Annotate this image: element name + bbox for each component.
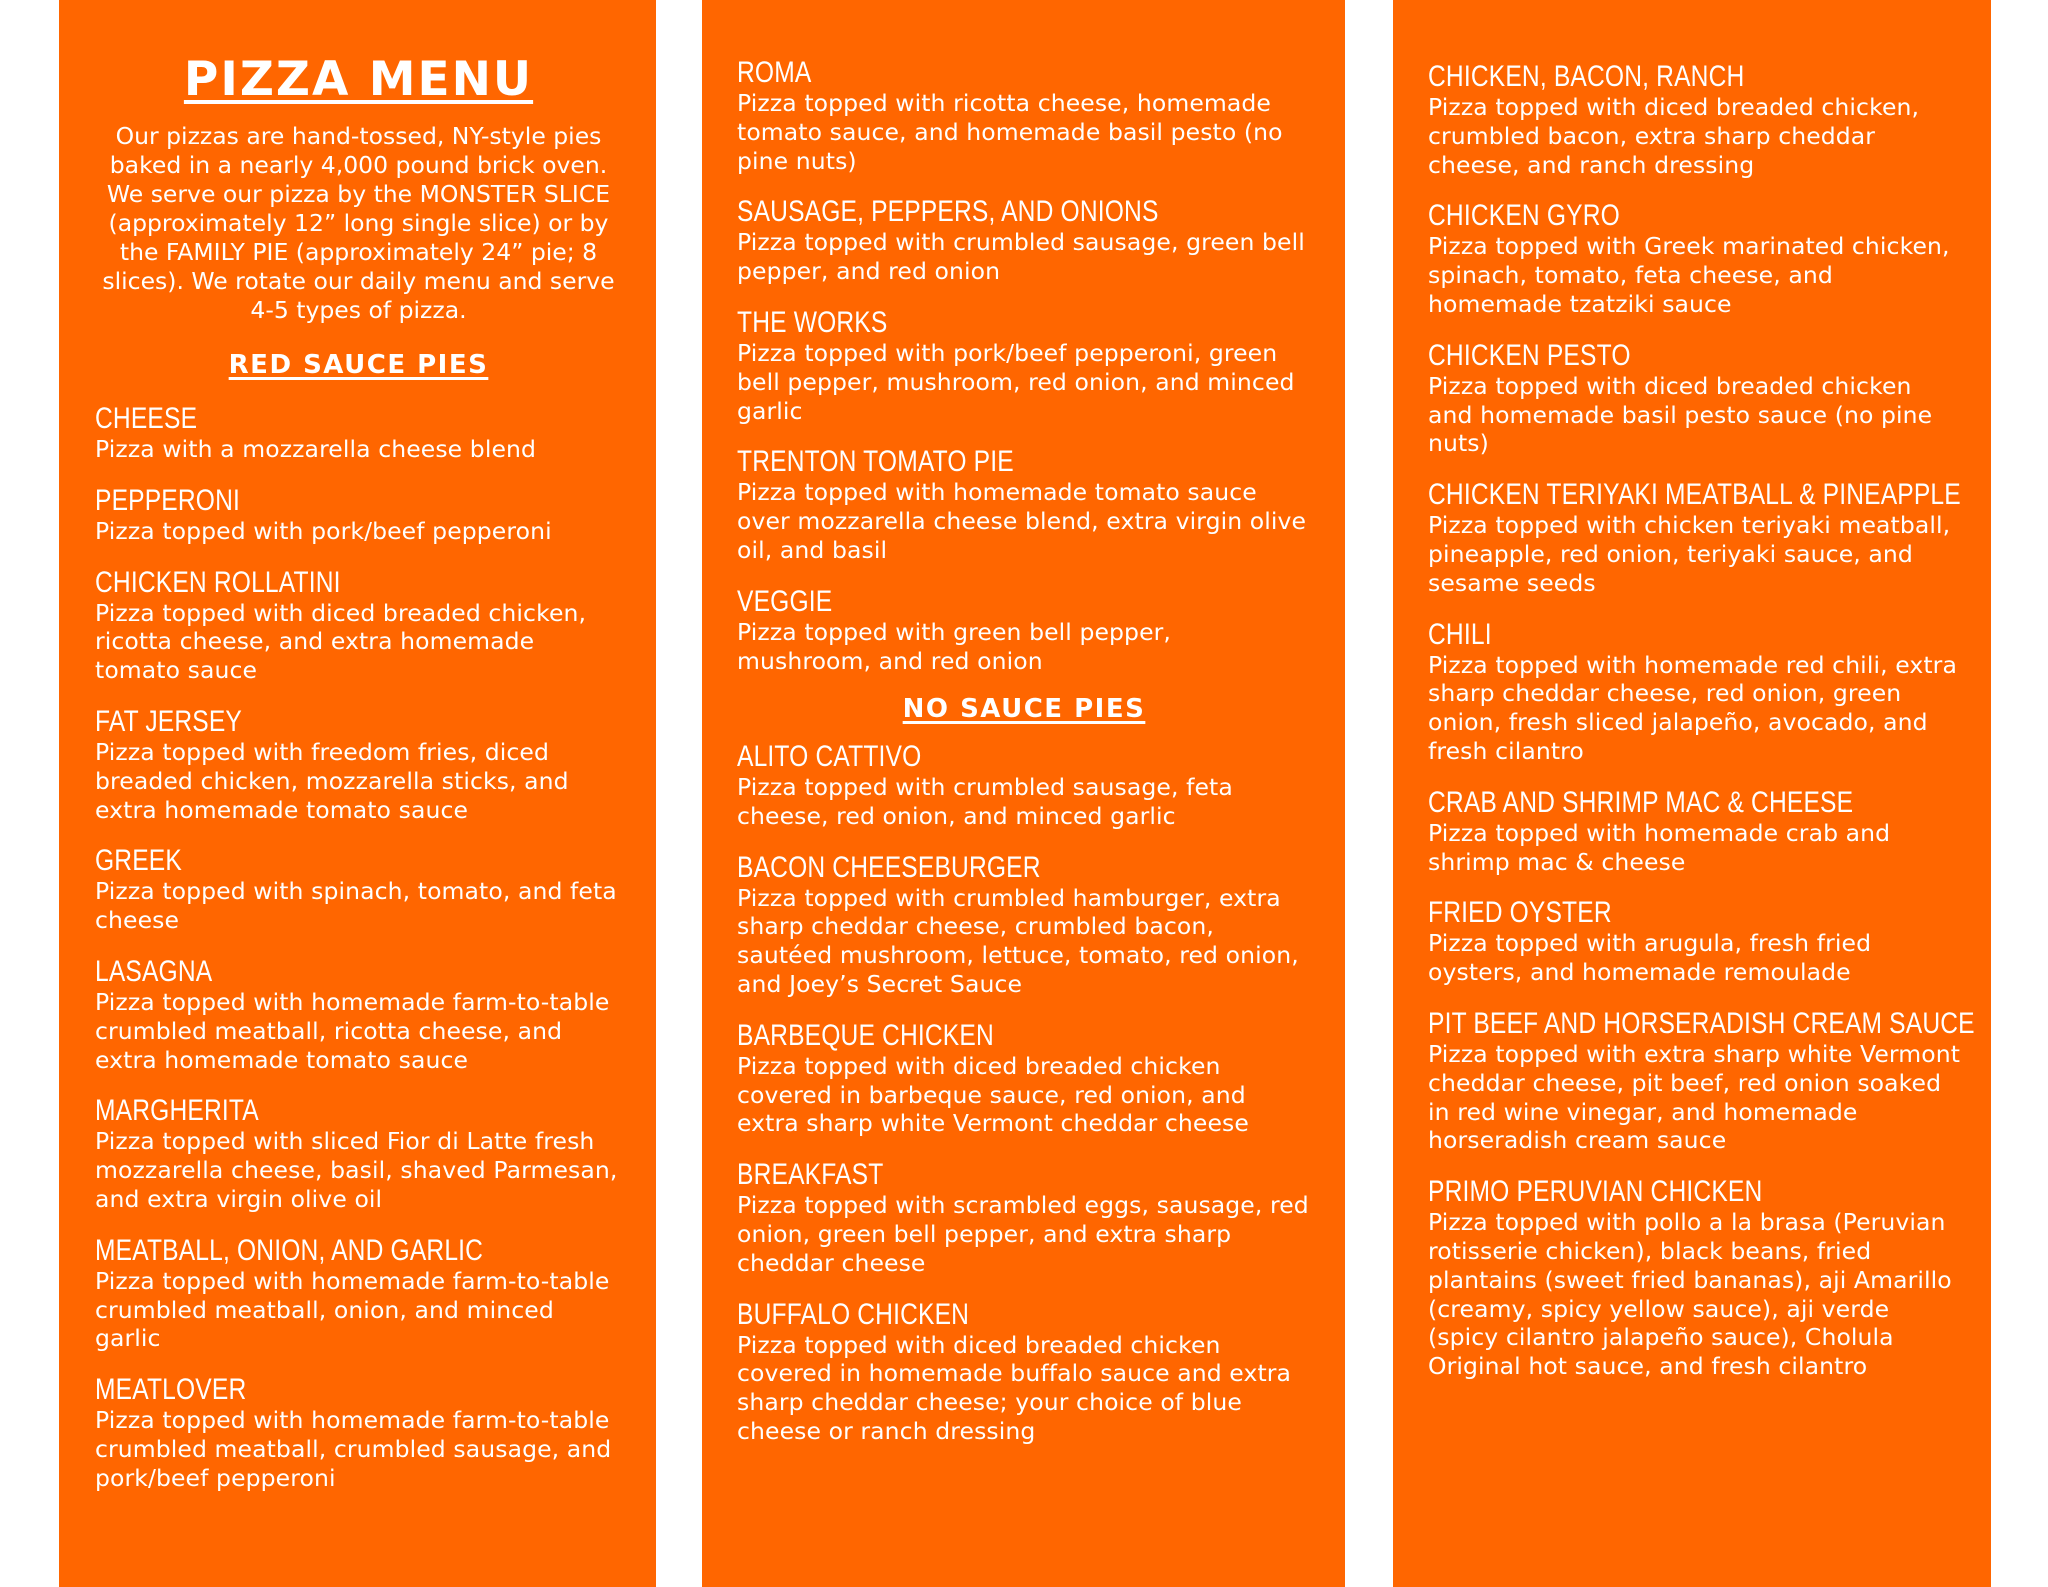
menu-item-name: BARBEQUE CHICKEN: [737, 1018, 994, 1052]
menu-item-description: Pizza topped with green bell pepper, mushroom, and red onion: [737, 617, 1171, 675]
menu-item-description: Pizza topped with crumbled sausage, feta cheese, red onion, and minced garlic: [737, 772, 1233, 830]
menu-title: PIZZA MENU: [183, 52, 534, 107]
menu-item-description: Pizza topped with diced breaded chicken, ricotta cheese, and extra homemade tomato sauce: [95, 598, 587, 685]
menu-item-name: MEATBALL, ONION, AND GARLIC: [95, 1233, 484, 1267]
item-list: [737, 740, 1311, 1446]
menu-panel-right: [1393, 0, 1991, 1587]
menu-item-description: Pizza topped with spinach, tomato, and feta cheese: [95, 877, 617, 935]
section-heading-red-sauce: RED SAUCE PIES: [228, 350, 489, 381]
menu-item-description: Pizza topped with crumbled sausage, green bell pepper, and red onion: [737, 228, 1305, 286]
menu-item-description: Pizza topped with freedom fries, diced breaded chicken, mozzarella sticks, and extra homemade tomato sauce: [95, 737, 569, 824]
menu-item: [95, 566, 622, 685]
menu-item: [95, 844, 622, 935]
menu-item-name: CHICKEN PESTO: [1428, 338, 1631, 372]
menu-item-description: Pizza topped with diced breaded chicken covered in homemade buffalo sauce and extra sharp cheddar cheese; your choice of blue cheese or ranch dressing: [737, 1330, 1292, 1445]
menu-item-name: VEGGIE: [737, 584, 833, 618]
menu-item-name: CHICKEN ROLLATINI: [95, 565, 341, 599]
menu-item-description: Pizza topped with homemade crab and shrimp mac & cheese: [1428, 818, 1891, 876]
menu-item: [737, 740, 1311, 831]
menu-item-description: Pizza with a mozzarella cheese blend: [95, 434, 537, 463]
menu-item-description: Pizza topped with diced breaded chicken, crumbled bacon, extra sharp cheddar cheese, and ranch dressing: [1428, 93, 1920, 179]
menu-item: [95, 402, 622, 464]
menu-item-name: PEPPERONI: [95, 483, 241, 517]
menu-item: [1428, 1006, 1975, 1155]
menu-item-name: PRIMO PERUVIAN CHICKEN: [1428, 1175, 1763, 1209]
menu-item-description: Pizza topped with homemade farm-to-table crumbled meatball, onion, and minced garlic: [95, 1266, 610, 1353]
menu-item-description: Pizza topped with arugula, fresh fried oysters, and homemade remoulade: [1428, 929, 1872, 987]
menu-item-name: CHICKEN TERIYAKI MEATBALL & PINEAPPLE: [1428, 478, 1961, 512]
menu-item-description: Pizza topped with homemade farm-to-table crumbled meatball, ricotta cheese, and extra homemade tomato sauce: [95, 987, 610, 1074]
menu-item-name: THE WORKS: [737, 305, 888, 339]
menu-item-description: Pizza topped with extra sharp white Vermont cheddar cheese, pit beef, red onion soaked in red wine vinegar, and homemade horseradish cream sauce: [1428, 1039, 1961, 1155]
menu-item-description: Pizza topped with homemade tomato sauce over mozzarella cheese blend, extra virgin olive oil, and basil: [737, 478, 1307, 564]
menu-item-name: PIT BEEF AND HORSERADISH CREAM SAUCE: [1428, 1006, 1975, 1040]
menu-item-description: Pizza topped with pollo a la brasa (Peruvian rotisserie chicken), black beans, fried plantains (sweet fried bananas), aji Amarillo (creamy, spicy yellow sauce), aji verde (spicy cilantro jalapeño sauce), Cholula Original hot sauce, and fresh cilantro: [1428, 1208, 1952, 1381]
menu-item-description: Pizza topped with crumbled hamburger, extra sharp cheddar cheese, crumbled bacon, sautéed mushroom, lettuce, tomato, red onion, and Joey’s Secret Sauce: [737, 883, 1299, 998]
menu-item-name: MEATLOVER: [95, 1373, 247, 1407]
menu-item-name: CHICKEN GYRO: [1428, 199, 1620, 233]
menu-item: [1428, 478, 1961, 597]
menu-item: [737, 851, 1311, 999]
menu-item: [1428, 786, 1961, 877]
menu-item-name: FAT JERSEY: [95, 704, 243, 738]
menu-item: [737, 56, 1311, 175]
menu-item: [737, 585, 1311, 676]
menu-item-name: ALITO CATTIVO: [737, 739, 922, 773]
item-list: [737, 56, 1311, 675]
menu-item-description: Pizza topped with diced breaded chicken and homemade basil pesto sauce (no pine nuts): [1428, 371, 1933, 458]
menu-item: [737, 1158, 1311, 1277]
menu-item: [737, 195, 1311, 286]
menu-item: [1428, 618, 1961, 766]
menu-item: [1428, 60, 1961, 179]
menu-item-name: ROMA: [737, 56, 812, 89]
menu-item-description: Pizza topped with homemade farm-to-table crumbled meatball, crumbled sausage, and pork/beef pepperoni: [95, 1406, 612, 1492]
menu-item: [95, 1094, 622, 1213]
menu-item-name: CHILI: [1428, 617, 1492, 651]
menu-item: [1428, 896, 1961, 987]
item-list: [95, 402, 622, 1493]
menu-item-name: MARGHERITA: [95, 1094, 259, 1128]
menu-item: [95, 955, 622, 1074]
menu-intro: Our pizzas are hand-tossed, NY-style pies baked in a nearly 4,000 pound brick oven. We serve our pizza by the MONSTER SLICE (approximately 12” long single slice) or by the FAMILY PIE (approximately 24” pie; 8 slices). We rotate our daily menu and serve 4-5 types of pizza.: [102, 122, 615, 325]
menu-item: [1428, 1175, 1961, 1381]
item-list: [1428, 60, 1975, 1381]
menu-panel-left: [59, 0, 656, 1587]
menu-item-description: Pizza topped with homemade red chili, extra sharp cheddar cheese, red onion, green onion, fresh sliced jalapeño, avocado, and fresh cilantro: [1428, 650, 1957, 765]
menu-item-name: CHICKEN, BACON, RANCH: [1428, 60, 1745, 93]
menu-item-name: GREEK: [95, 844, 182, 878]
menu-item-name: BACON CHEESEBURGER: [737, 850, 1041, 884]
menu-panel-middle: [702, 0, 1345, 1587]
menu-item: [95, 484, 622, 546]
menu-item: [95, 1234, 622, 1353]
menu-item-description: Pizza topped with scrambled eggs, sausage, red onion, green bell pepper, and extra sharp cheddar cheese: [737, 1191, 1309, 1277]
menu-item: [737, 1298, 1311, 1446]
menu-item-description: Pizza topped with ricotta cheese, homemade tomato sauce, and homemade basil pesto (no pine nuts): [737, 89, 1283, 175]
menu-item: [737, 445, 1311, 564]
menu-item-name: FRIED OYSTER: [1428, 896, 1612, 930]
menu-item-description: Pizza topped with chicken teriyaki meatball, pineapple, red onion, teriyaki sauce, and sesame seeds: [1428, 511, 1951, 597]
menu-item: [95, 1373, 622, 1492]
menu-item-name: BUFFALO CHICKEN: [737, 1297, 970, 1331]
section-heading-no-sauce: NO SAUCE PIES: [902, 694, 1146, 725]
menu-item-name: TRENTON TOMATO PIE: [737, 445, 1014, 479]
menu-item-description: Pizza topped with sliced Fior di Latte fresh mozzarella cheese, basil, shaved Parmesan, and extra virgin olive oil: [95, 1127, 618, 1213]
menu-item: [1428, 339, 1961, 458]
menu-item-name: SAUSAGE, PEPPERS, AND ONIONS: [737, 195, 1159, 229]
menu-item-name: LASAGNA: [95, 954, 213, 988]
menu-item-name: CRAB AND SHRIMP MAC & CHEESE: [1428, 785, 1854, 819]
menu-item-name: BREAKFAST: [737, 1158, 884, 1192]
menu-item: [95, 705, 622, 824]
menu-item: [737, 306, 1311, 425]
menu-item: [1428, 199, 1961, 318]
menu-item: [737, 1019, 1311, 1138]
menu-item-description: Pizza topped with Greek marinated chicken, spinach, tomato, feta cheese, and homemade tzatziki sauce: [1428, 232, 1950, 318]
menu-item-description: Pizza topped with pork/beef pepperoni, green bell pepper, mushroom, red onion, and minced garlic: [737, 338, 1295, 425]
menu-item-description: Pizza topped with pork/beef pepperoni: [95, 516, 552, 545]
menu-item-name: CHEESE: [95, 401, 198, 435]
menu-item-description: Pizza topped with diced breaded chicken covered in barbeque sauce, red onion, and extra sharp white Vermont cheddar cheese: [737, 1051, 1249, 1138]
